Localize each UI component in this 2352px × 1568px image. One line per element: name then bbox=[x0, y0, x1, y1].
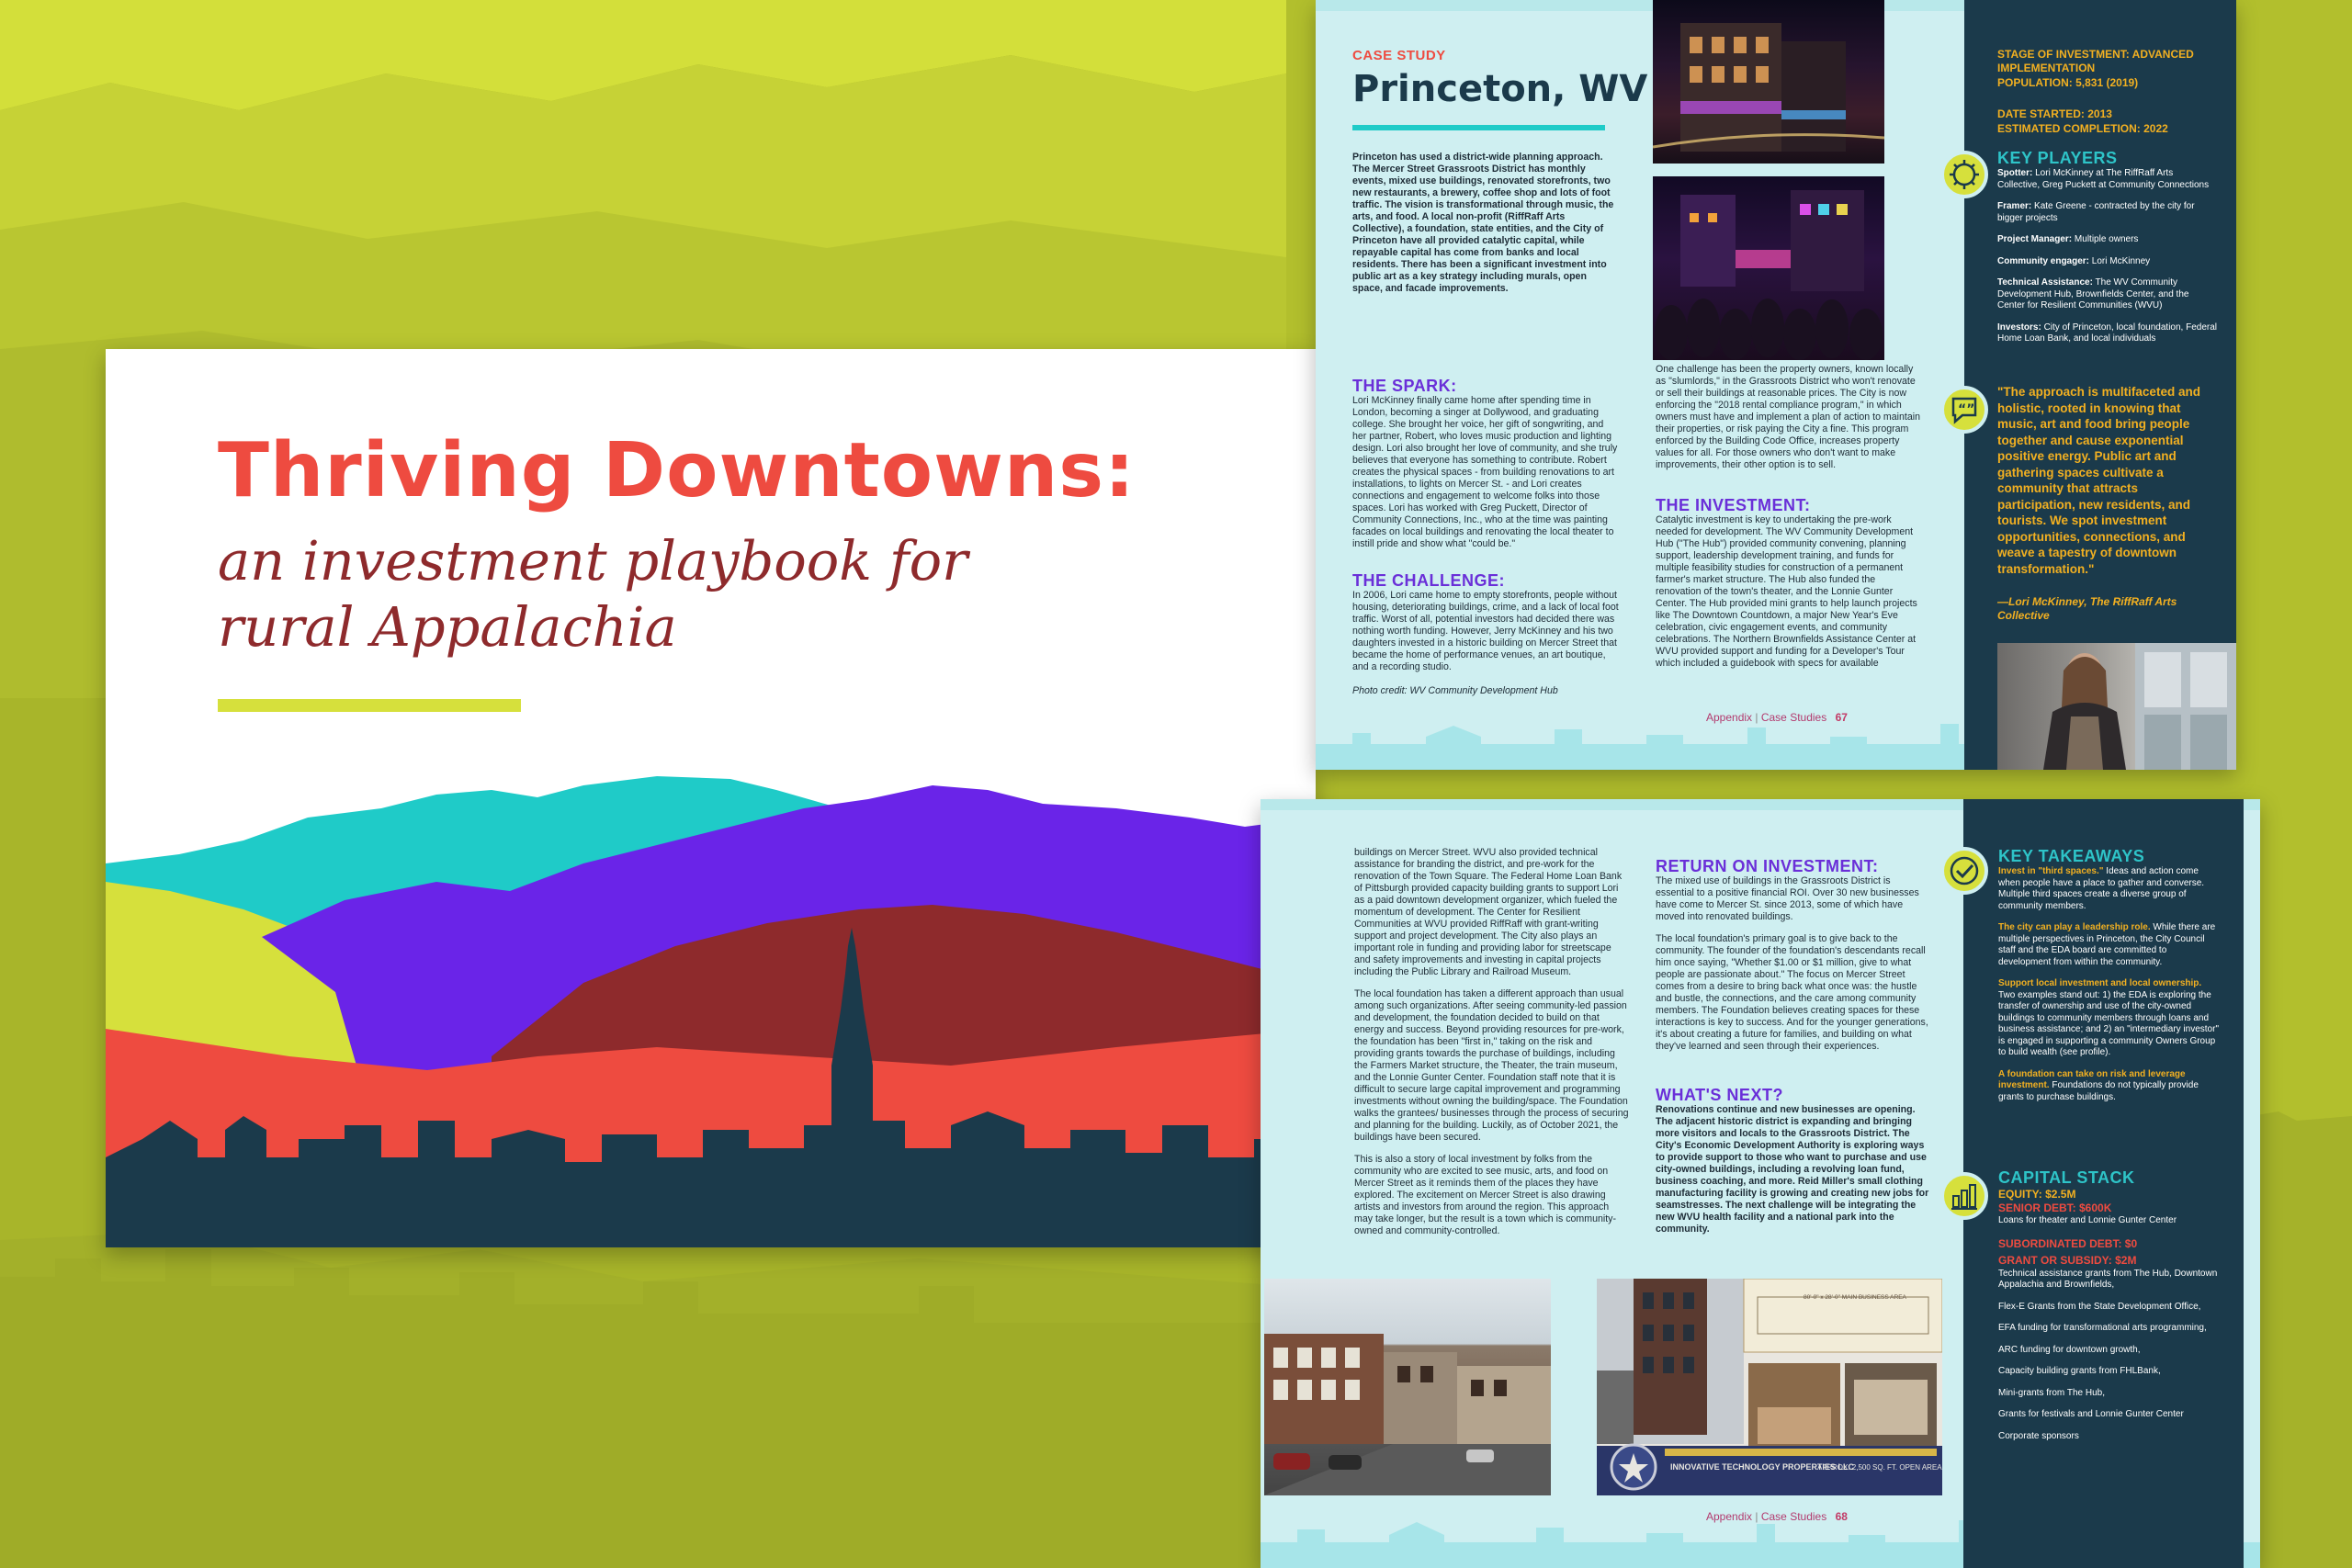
investment-heading: THE INVESTMENT: bbox=[1656, 496, 1811, 514]
capital-stack-list bbox=[1998, 1189, 2219, 1452]
portrait-photo bbox=[1997, 643, 2236, 770]
grant-item: Technical assistance grants from The Hub, Downtown Appalachia and Brownfields, bbox=[1998, 1268, 2218, 1290]
subordinated-debt: SUBORDINATED DEBT: $0 bbox=[1998, 1236, 2138, 1250]
col1-text bbox=[1354, 847, 1630, 1247]
stage-of-investment: STAGE OF INVESTMENT: ADVANCED IMPLEMENTATION bbox=[1997, 48, 2194, 74]
challenge-continued: One challenge has been the property owners, known locally as "slumlords," in the Grassroots District who won't renovate or sell their buildings at reasonable prices. The City is now enforcing the "2018 rental compliance program," in which owners must have and implement a plan of action to maintain their properties, or risk paying the City a fine. This program enforced by the Building Code Office, increases property values for all. For those owners who don't want to make improvements, their other option is to sell. bbox=[1656, 364, 1920, 470]
spark-text: Lori McKinney finally came home after spending time in London, becoming a singer at Dollywood, and graduating college. She brought her voice, her gift of songwriting, and her partner, Robert, who loves music production and lighting design. Lori also brought her love of community, and she truly believes that everyone has something to contribute. Robert creates the physical spaces - from building renovations to art installations, to lights on Mercer St. - and Lori creates connections and engagement to welcome folks into those spaces. Lori has worked with Greg Puckett, Director of Community Connections, Inc., who at the time was painting facades on local buildings and renovating the local theater to instill pride and show what "could be." bbox=[1352, 395, 1618, 549]
grant-item: Grants for festivals and Lonnie Gunter Center bbox=[1998, 1409, 2184, 1419]
grant-item: Corporate sponsors bbox=[1998, 1430, 2079, 1441]
footer-section: Appendix bbox=[1706, 711, 1753, 724]
challenge-heading: THE CHALLENGE: bbox=[1352, 571, 1505, 590]
page-footer-68: Appendix | Case Studies 68 bbox=[1706, 1510, 1848, 1523]
whats-next-heading: WHAT'S NEXT? bbox=[1656, 1086, 1783, 1104]
takeaway-item: Invest in "third spaces." Ideas and action come when people have a place to gather and converse. Multiple third spaces create a diverse group of community members. bbox=[1998, 866, 2205, 911]
spark-heading: THE SPARK: bbox=[1352, 377, 1457, 395]
player-item: Framer: Kate Greene - contracted by the city for bigger projects bbox=[1997, 201, 2195, 223]
takeaway-item: Support local investment and local ownership. Two examples stand out: 1) the EDA is exploring the transfer of ownership and use of the city-owned buildings to community members through loans and business assistance; and 2) an "intermediary investor" is engaged in supporting a community Owners Group to build wealth (see profile). bbox=[1998, 978, 2219, 1057]
grant-item: Mini-grants from The Hub, bbox=[1998, 1387, 2105, 1398]
takeaway-item: The city can play a leadership role. While there are multiple perspectives in Princeton, the City Council staff and the EDA board are committed to development from within the community. bbox=[1998, 922, 2216, 967]
col1-paragraph: buildings on Mercer Street. WVU also provided technical assistance for branding the district, and pre-work for the renovation of the Town Square. The Federal Home Loan Bank of Pittsburgh provided capacity building grants to support Lori as a paid downtown development organizer, which fueled the momentum of development. The Center for Resilient Communities at WVU provided RiffRaff with grant-writing support and project development. The City also plays an important role in funding and providing labor for streetscape and safety improvements and investing in capital projects including the Public Library and Railroad Museum. bbox=[1354, 847, 1623, 977]
capital-stack-heading: CAPITAL STACK bbox=[1998, 1168, 2135, 1187]
cover-title: Thriving Downtowns: bbox=[218, 427, 1136, 514]
photo-credit: Photo credit: WV Community Development Hub bbox=[1352, 685, 1558, 696]
intro-paragraph: Princeton has used a district-wide planning approach. The Mercer Street Grassroots District has monthly events, mixed use buildings, renovated storefronts, two new restaurants, a brewery, coffee shop and lots of foot traffic. The vision is transformational through music, the arts, and food. A local non-profit (RiffRaff Arts Collective), a foundation, state entities, and the City of Princeton have all provided catalytic capital, while repayable capital has come from banks and local residents. There has been a significant investment into public art as a key strategy including murals, open space, and facade improvements. bbox=[1352, 152, 1614, 294]
senior-debt-note: Loans for theater and Lonnie Gunter Center bbox=[1998, 1215, 2177, 1225]
roi-paragraph: The local foundation's primary goal is to give back to the community. The founder of the foundation's descendants recall him once saying, "Whether $1.00 or $1 million, give to what people are passionate about." The focus on Mercer Street comes from a desire to bring back what once was: the hustle and bustle, the connections, and the care among community members. The Foundation believes creating spaces for these interactions is key to success. And for the younger generations, it's about creating a future for families, and building on what they've learned and seen through their experiences. bbox=[1656, 933, 1928, 1052]
takeaway-item: A foundation can take on risk and leverage investment. Foundations do not typically provide grants to purchase buildings. bbox=[1998, 1068, 2199, 1102]
mountain-town-illustration bbox=[106, 753, 1316, 1247]
building-renovation-photo bbox=[1597, 1279, 1942, 1495]
player-item: Community engager: Lori McKinney bbox=[1997, 255, 2151, 266]
floorplan-label: 80'-0" x 28'-0" MAIN BUSINESS AREA bbox=[1804, 1294, 1906, 1301]
grant-subsidy: GRANT OR SUBSIDY: $2M bbox=[1998, 1254, 2137, 1267]
case-study-page-67 bbox=[1316, 0, 2236, 770]
quote-attribution: —Lori McKinney, The RiffRaff Arts Collective bbox=[1997, 595, 2177, 622]
equity: EQUITY: $2.5M bbox=[1998, 1188, 2076, 1201]
svg-text:“”: “” bbox=[1958, 402, 1975, 417]
title-underline bbox=[1352, 125, 1605, 130]
grant-item: Flex-E Grants from the State Development Office, bbox=[1998, 1301, 2201, 1312]
quote-icon bbox=[1940, 386, 1988, 434]
key-players-icon bbox=[1940, 151, 1988, 198]
key-players-list bbox=[1997, 168, 2218, 355]
cover-subtitle: an investment playbook for rural Appalachia bbox=[218, 529, 968, 659]
sign-area: APPROX. 2,500 SQ. FT. OPEN AREA bbox=[1817, 1463, 1942, 1472]
roi-heading: RETURN ON INVESTMENT: bbox=[1656, 857, 1879, 875]
sign-company: INNOVATIVE TECHNOLOGY PROPERTIES LLC bbox=[1670, 1462, 1855, 1472]
crowd-concert-photo bbox=[1653, 176, 1884, 360]
player-item: Technical Assistance: The WV Community Development Hub, Brownfields Center, and the Center for Resilient Communities (WVU) bbox=[1997, 277, 2189, 310]
quote: "The approach is multifaceted and holistic, rooted in knowing that music, art and food bring people together and cause exponential positive energy. Public art and gathering spaces cultivate a community that attracts participation, new residents, and tourists. We spot investment opportunities, connections, and weave a tapestry of downtown transformation." bbox=[1997, 385, 2200, 576]
cover-page bbox=[106, 349, 1316, 1247]
case-study-page-68 bbox=[1261, 799, 2260, 1568]
grant-item: ARC funding for downtown growth, bbox=[1998, 1344, 2141, 1355]
estimated-completion: ESTIMATED COMPLETION: 2022 bbox=[1997, 122, 2168, 135]
senior-debt: SENIOR DEBT: $600K bbox=[1998, 1201, 2112, 1214]
takeaways-list bbox=[1998, 866, 2219, 1113]
case-study-title: Princeton, WV bbox=[1352, 68, 1648, 110]
roi-paragraph: The mixed use of buildings in the Grassroots District is essential to a positive financial ROI. Over 30 new businesses have come to Mercer St. since 2013, some of which have moved into renovated buildings. bbox=[1656, 875, 1919, 922]
cover-accent-bar bbox=[218, 699, 521, 712]
grant-item: EFA funding for transformational arts programming, bbox=[1998, 1323, 2207, 1333]
page-footer-67: Appendix | Case Studies 67 bbox=[1706, 711, 1848, 724]
footer-subsection: Case Studies bbox=[1760, 1510, 1827, 1523]
case-study-eyebrow: CASE STUDY bbox=[1352, 48, 1446, 63]
checkmark-icon bbox=[1940, 847, 1988, 895]
investment-text: Catalytic investment is key to undertaking the pre-work needed for development. The WV Community Development Hub ("The Hub") provided community convening, planning support, leadership development training, and funds for multiple feasibility studies for construction of a permanent farmer's market structure. The Hub also funded the renovation of the town's theater, and the Lonnie Gunter Center. The Hub provided mini grants to help launch projects like The Downtown Countdown, a major New Year's Eve celebration, civic engagement events, and community celebrations. The Northern Brownfields Assistance Center at WVU provided support and funding for a Developer's Tour which included a guidebook with specs for available bbox=[1656, 514, 1917, 669]
population: POPULATION: 5,831 (2019) bbox=[1997, 76, 2139, 89]
main-street-photo bbox=[1264, 1279, 1551, 1495]
footer-subsection: Case Studies bbox=[1760, 711, 1827, 724]
page68-sidebar bbox=[1963, 799, 2244, 1568]
page67-sidebar bbox=[1964, 0, 2236, 770]
player-item: Investors: City of Princeton, local foundation, Federal Home Loan Bank, and local individuals bbox=[1997, 321, 2218, 344]
col1-paragraph: This is also a story of local investment by folks from the community who are excited to see music, arts, and food on Mercer Street as it reminds them of the places they have explored. The excitement on Mercer Street is also drawing artists and investors from around the region. This approach may take longer, but the result is a town which is community-owned and community-controlled. bbox=[1354, 1154, 1616, 1236]
col1-paragraph: The local foundation has taken a different approach than usual among such organizations. After seeing community-led passion and development, the foundation decided to build on that energy and success. Beyond providing resources for pre-work, the foundation has been "first in," taking on the risk and providing grants towards the purchase of buildings, including the Farmers Market structure, the Theater, the train museum, and the Lonnie Gunter Center. Foundation staff note that it is difficult to secure large capital improvement and programming investments without owning the building/space. The Foundation walks the grantees/ businesses through the process of securing and planning for the building. Luckily, as of October 2021, the buildings have been secured. bbox=[1354, 988, 1629, 1143]
key-players-heading: KEY PLAYERS bbox=[1997, 149, 2118, 167]
capital-stack-icon bbox=[1940, 1172, 1988, 1220]
grant-item: Capacity building grants from FHLBank, bbox=[1998, 1366, 2161, 1376]
footer-section: Appendix bbox=[1706, 1510, 1753, 1523]
night-building-photo bbox=[1653, 0, 1884, 164]
footer-page-number: 67 bbox=[1835, 711, 1848, 724]
challenge-text: In 2006, Lori came home to empty storefronts, people without housing, deteriorating buildings, crime, and a lack of local foot traffic. Worst of all, potential investors had decided there was nothing worth funding. However, Jerry McKinney and his two daughters invested in a historic building on Mercer Street that became the home of performance venues, an art boutique, and a recording studio. bbox=[1352, 590, 1619, 672]
roi-text bbox=[1656, 875, 1931, 1063]
player-item: Project Manager: Multiple owners bbox=[1997, 234, 2139, 244]
player-item: Spotter: Lori McKinney at The RiffRaff Arts Collective, Greg Puckett at Community Connections bbox=[1997, 168, 2210, 190]
whats-next-text: Renovations continue and new businesses are opening. The adjacent historic district is expanding and bringing more visitors and locals to the Grassroots District. The City's Economic Development Authority is exploring ways to provide support to those who want to purchase and use city-owned buildings, including a revolving loan fund, business coaching, and more. Reid Miller's small clothing manufacturing facility is growing and creating new jobs for seamstresses. The next challenge will be integrating the new WVU health facility and a national park into the community. bbox=[1656, 1104, 1929, 1235]
footer-page-number: 68 bbox=[1835, 1510, 1848, 1523]
key-takeaways-heading: KEY TAKEAWAYS bbox=[1998, 847, 2145, 865]
date-started: DATE STARTED: 2013 bbox=[1997, 107, 2112, 120]
